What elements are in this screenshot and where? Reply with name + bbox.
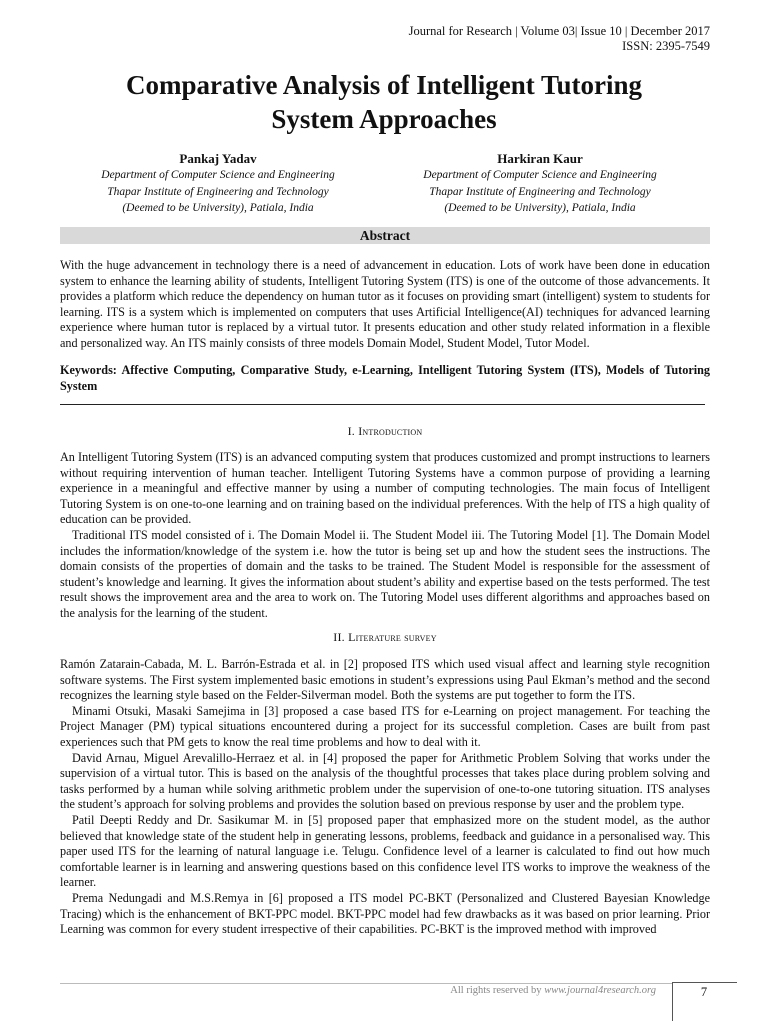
journal-url-link[interactable]: www.journal4research.org xyxy=(544,985,656,996)
page-number: 7 xyxy=(700,985,708,999)
author-name: Harkiran Kaur xyxy=(497,151,583,166)
rights-text: All rights reserved by xyxy=(450,985,545,996)
issn-line: ISSN: 2395-7549 xyxy=(622,39,710,53)
paragraph: Ramón Zatarain-Cabada, M. L. Barrón-Estrada et al. in [2] proposed ITS which used visual affect and learning style recognition software systems. The First system implemented basic emotions in student’s expressions using Paul Ekman’s method and the second recognizes the learning style based on the Felder-Silverman model. Both the systems are put together to form the ITS. xyxy=(60,657,710,703)
keywords: Keywords: Affective Computing, Comparative Study, e-Learning, Intelligent Tutoring System (ITS), Models of Tutoring System xyxy=(60,363,710,393)
author-name: Pankaj Yadav xyxy=(179,151,257,166)
title-line-1: Comparative Analysis of Intelligent Tutoring xyxy=(125,70,643,100)
section-heading-literature-survey: II. Literature survey xyxy=(333,630,437,644)
paragraph: Minami Otsuki, Masaki Samejima in [3] proposed a case based ITS for e-Learning on project management. For teaching the Project Manager (PM) typical situations encountered during a project for its successful completion. Cases are built from past experiences such that PM gets to know the real time problems and how to deal with it. xyxy=(60,703,710,749)
title-line-2: System Approaches xyxy=(271,104,497,134)
introduction-body xyxy=(60,450,710,622)
paragraph: Prema Nedungadi and M.S.Remya in [6] proposed a ITS model PC-BKT (Personalized and Clustered Bayesian Knowledge Tracing) which is the enhancement of BKT-PPC model. BKT-PPC model had few drawbacks as it was based on prior learning. Prior Learning was common for every student irrespective of their capabilities. PC-BKT is the improved method with improved xyxy=(60,890,710,937)
paragraph: An Intelligent Tutoring System (ITS) is an advanced computing system that produces customized and prompt instructions to learners without requiring intervention of human teacher. Intelligent Tutoring Systems have a common purpose of providing a learning experience in a meaningful and effective manner by using a number of computing technologies. The main focus of Intelligent Tutoring System is on one-to-one learning and on training based on the individual preferences. With the help of ITS a high quality of education can be provided. xyxy=(60,450,710,527)
journal-line: Journal for Research | Volume 03| Issue 10 | December 2017 xyxy=(408,24,710,38)
section-heading-introduction: I. Introduction xyxy=(347,424,423,438)
paragraph: Traditional ITS model consisted of i. The Domain Model ii. The Student Model iii. The Tutoring Model [1]. The Domain Model includes the information/knowledge of the system i.e. how the tutor is being set up and how the student sees the instructions. The domain consists of the properties of domain and the tasks to be trained. The Student Model is responsible for the assessment of student’s knowledge and learning. It gives the information about student’s ability and expertise based on the tests performed. The test result shows the improvement area and the area to work on. The Tutoring Model uses different algorithms and approaches based on the analysis for the learning of the student. xyxy=(60,527,710,620)
journal-header xyxy=(409,24,710,54)
abstract-divider xyxy=(60,404,705,405)
author-block-1 xyxy=(68,150,368,217)
author-dept: Department of Computer Science and Engineering xyxy=(101,169,335,181)
paragraph: Patil Deepti Reddy and Dr. Sasikumar M. in [5] proposed paper that emphasized more on the student model, as the author believed that knowledge state of the student help in generating lessons, problems, feedback and guidance in a personalised way. This paper used ITS for the learning of natural language i.e. Telugu. Confidence level of a learner is calculated to find out how much comfortable learner is in learning and answering questions based on this confidence level ITS works to improve the weakness of the learner. xyxy=(60,812,710,890)
author-loc: (Deemed to be University), Patiala, India xyxy=(122,202,314,214)
author-block-2 xyxy=(390,150,690,217)
literature-survey-body xyxy=(60,657,710,938)
abstract-text: With the huge advancement in technology there is a need of advancement in education. Lots of work have been done in education system to enhance the learning ability of students, Intelligent Tutoring System (ITS) is one of the outcome of those advancements. It provides a platform which reduce the dependency on human tutor as it focuses on providing smart (intelligent) system to students for learning. ITS is a system which is implemented on computers that uses Artificial Intelligence(AI) techniques for advanced learning experience where human tutor is replaced by a virtual tutor. It presents education and other study related information in a flexible and personalized way. An ITS mainly consists of three models Domain Model, Student Model, Tutor Model. xyxy=(60,258,710,350)
author-inst: Thapar Institute of Engineering and Technology xyxy=(429,185,651,198)
author-loc: (Deemed to be University), Patiala, India xyxy=(444,202,636,214)
paragraph: David Arnau, Miguel Arevalillo-Herraez et al. in [4] proposed the paper for Arithmetic Problem Solving that works under the supervision of a virtual tutor. This is based on the analysis of the thoughtful processes that takes place during problem solving and tasks performed by a human while solving arithmetic problem under the supervision of one-to-one tutoring situation. ITS analyses the student’s approach for solving problems and provides the solution based on previous response by user and the problem type. xyxy=(60,750,710,812)
author-dept: Department of Computer Science and Engineering xyxy=(423,169,657,181)
author-inst: Thapar Institute of Engineering and Technology xyxy=(107,185,329,198)
paper-title xyxy=(40,68,728,136)
abstract-heading: Abstract xyxy=(60,227,710,244)
footer-rights xyxy=(300,985,656,996)
footer-divider xyxy=(60,983,672,984)
